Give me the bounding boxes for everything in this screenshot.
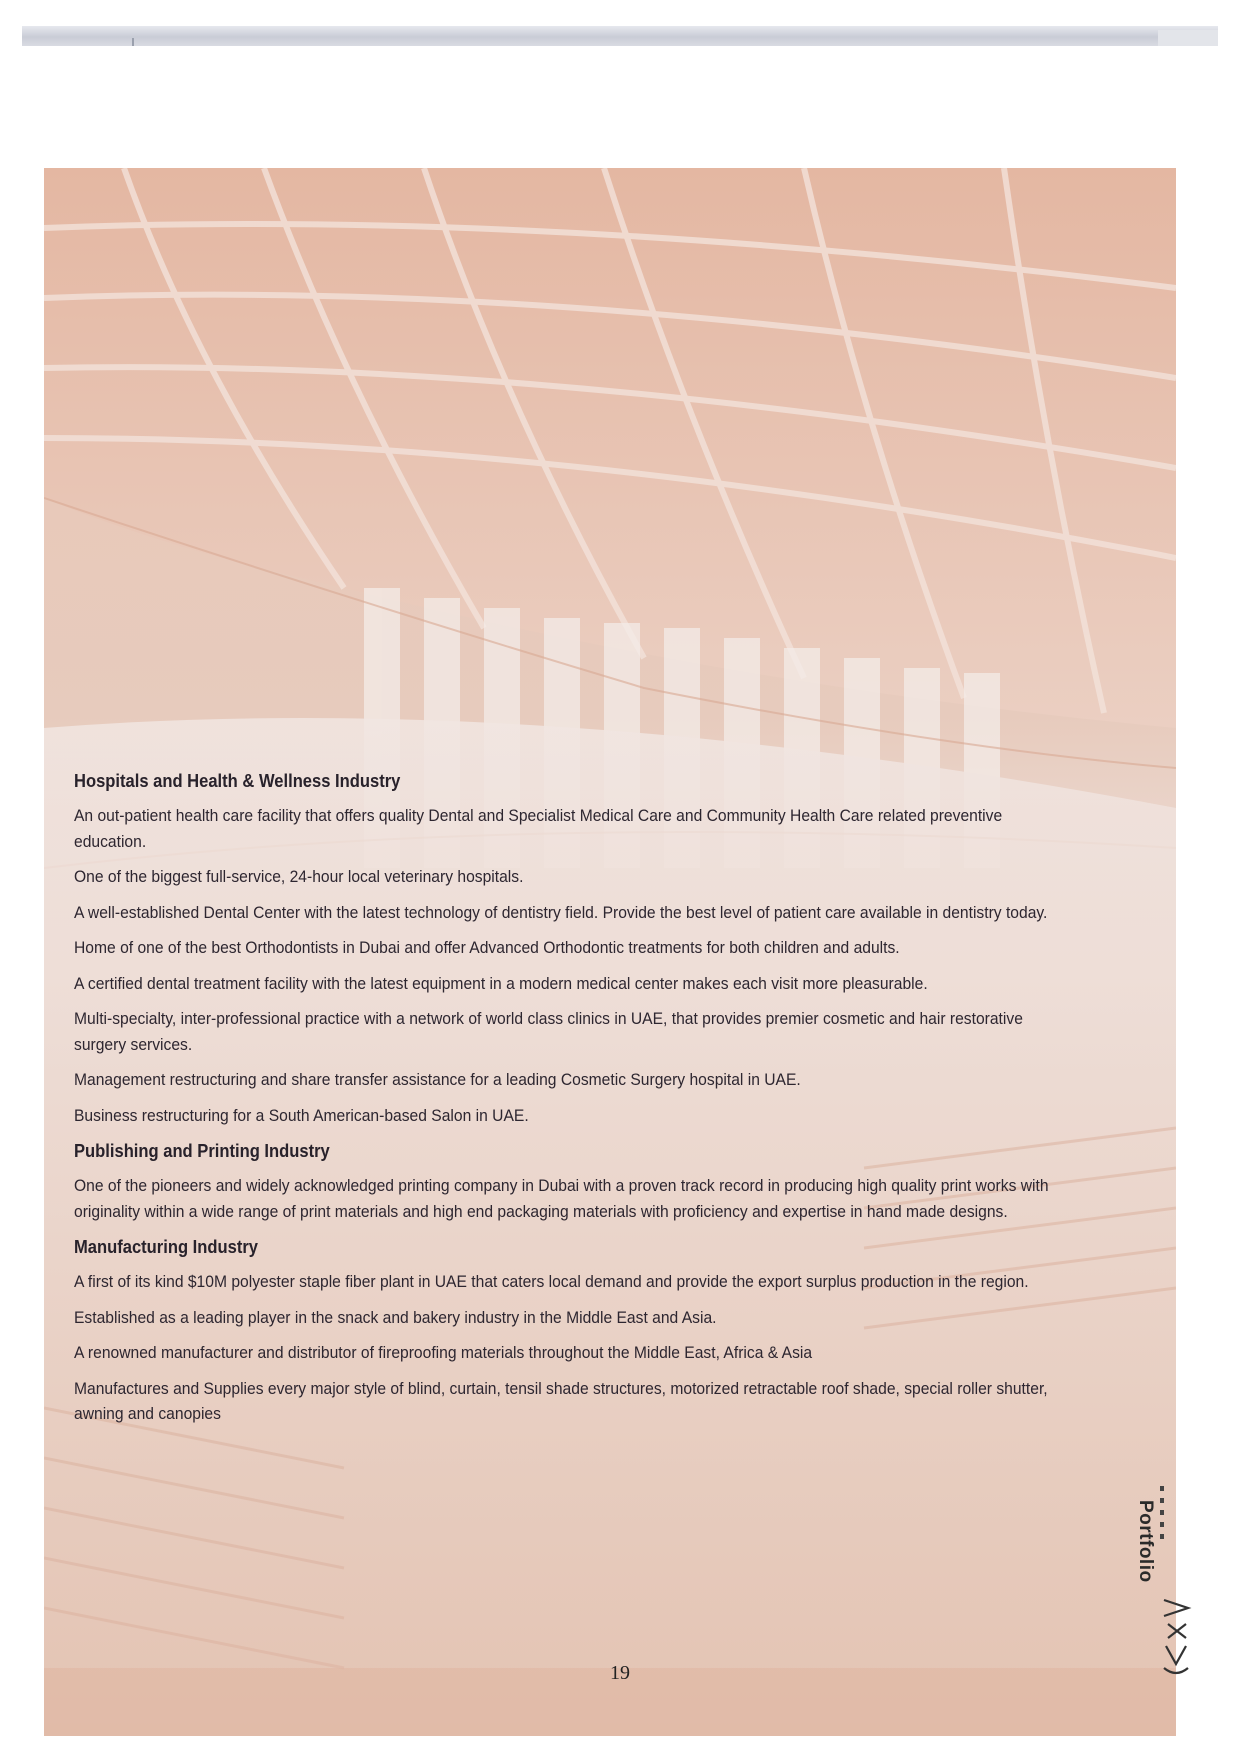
- list-item: A first of its kind $10M polyester staple fiber plant in UAE that caters local demand and provide the export surplus production in the region.: [74, 1272, 1029, 1291]
- list-item: Business restructuring for a South American-based Salon in UAE.: [74, 1105, 529, 1125]
- list-item: One of the biggest full-service, 24-hour local veterinary hospitals.: [74, 867, 524, 886]
- list-item: A certified dental treatment facility with the latest equipment in a modern medical center makes each visit more pleasurable.: [74, 973, 928, 993]
- list-item: Management restructuring and share transfer assistance for a leading Cosmetic Surgery hospital in UAE.: [74, 1070, 801, 1089]
- list-item: Home of one of the best Orthodontists in Dubai and offer Advanced Orthodontic treatments for both children and adults.: [74, 938, 900, 957]
- side-dotted-rule: [1160, 1486, 1164, 1546]
- list-item: A renowned manufacturer and distributor of fireproofing materials throughout the Middle East, Africa & Asia: [74, 1343, 813, 1362]
- list-item: Established as a leading player in the snack and bakery industry in the Middle East and Asia.: [74, 1307, 717, 1327]
- portfolio-text: [74, 768, 1077, 1437]
- page-number: 19: [610, 1662, 630, 1684]
- scan-edge-tick: [132, 38, 134, 46]
- section-heading-hospitals: Hospitals and Health & Wellness Industry: [74, 771, 401, 791]
- list-item: A well-established Dental Center with the latest technology of dentistry field. Provide the best level of patient care available in dentistry today.: [74, 902, 1048, 922]
- list-item: Multi-specialty, inter-professional practice with a network of world class clinics in UAE, that provides premier cosmetic and hair restorative surgery services.: [74, 1009, 1023, 1054]
- side-portfolio-label: Portfolio: [1135, 1500, 1156, 1583]
- scan-edge-bar: [22, 26, 1218, 46]
- scan-edge-endcap: [1158, 30, 1218, 46]
- section-heading-publishing: Publishing and Printing Industry: [74, 1141, 330, 1161]
- list-item: Manufactures and Supplies every major style of blind, curtain, tensil shade structures, motorized retractable roof shade, special roller shutter, awning and canopies: [74, 1378, 1048, 1423]
- list-item: One of the pioneers and widely acknowledged printing company in Dubai with a proven track record in producing high quality print works with originality within a wide range of print materials and high end packaging materials with proficiency and expertise in hand made designs.: [74, 1176, 1049, 1221]
- section-heading-manufacturing: Manufacturing Industry: [74, 1237, 259, 1257]
- list-item: An out-patient health care facility that offers quality Dental and Specialist Medical Care and Community Health Care related preventive education.: [74, 806, 1003, 851]
